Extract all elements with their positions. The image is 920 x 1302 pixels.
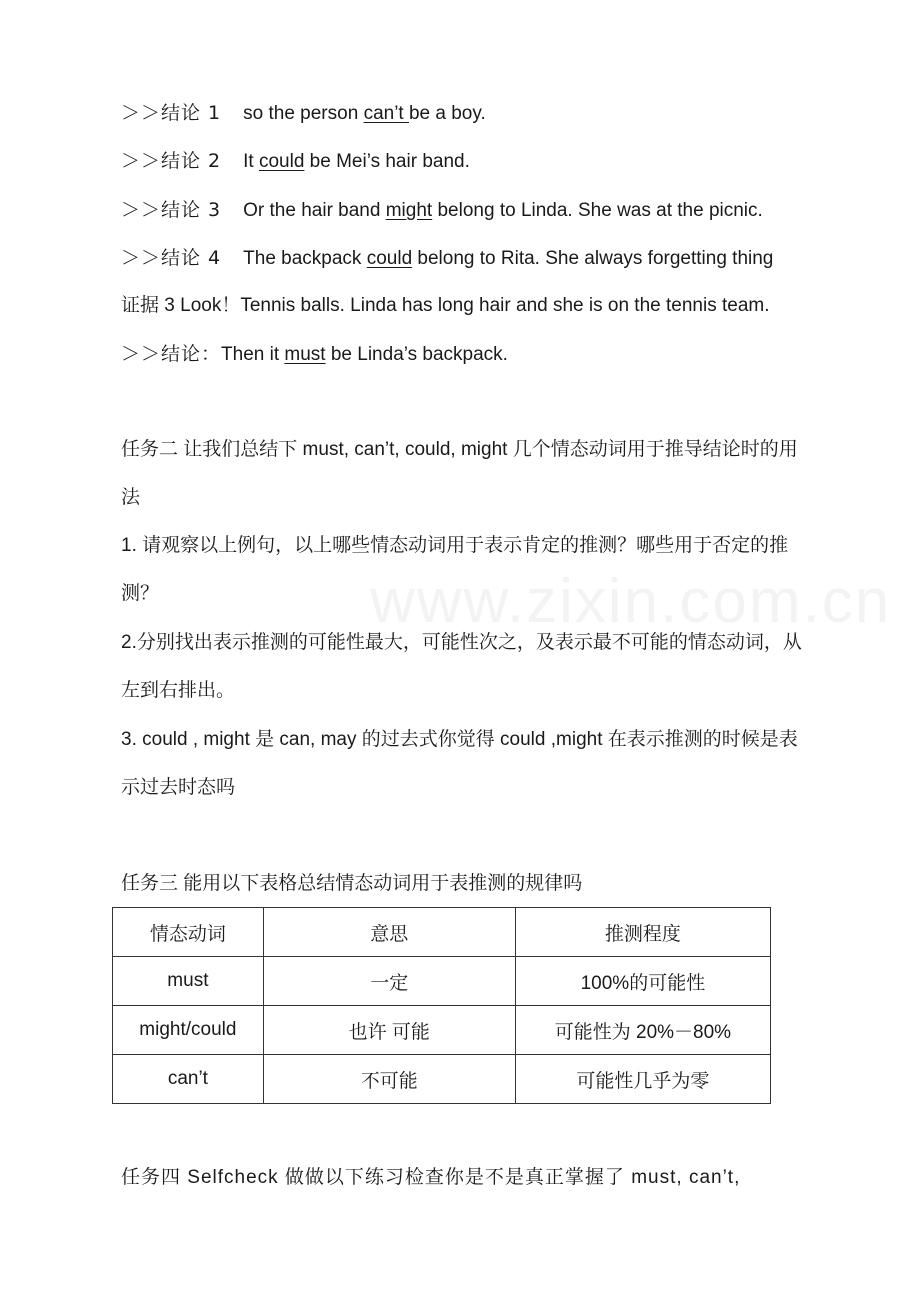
table-row [113, 1006, 771, 1055]
task4-heading: 任务四 Selfcheck 做做以下练习检查你是不是真正掌握了 must, can’t, [121, 1167, 741, 1188]
table-cell: 一定 [263, 957, 515, 1006]
conclusion-1 [121, 101, 486, 126]
task2-heading: 任务二 让我们总结下 must, can’t, could, might 几个情态动词用于推导结论时的用法 [121, 439, 798, 508]
task2-question-1: 1. 请观察以上例句，以上哪些情态动词用于表示肯定的推测？哪些用于否定的推测？ [121, 535, 789, 604]
watermark: www.zixin.com.cn [370, 567, 892, 636]
conclusion-1-after: be a boy. [408, 103, 486, 124]
conclusion-1-modal: can’t [363, 103, 409, 124]
conclusion-4-before: The backpack [243, 248, 367, 269]
conclusion-2-after: be Mei’s hair band. [304, 151, 470, 172]
conclusion-4-modal: could [366, 248, 413, 269]
table-header-row [113, 908, 771, 957]
conclusion-1-before: so the person [243, 103, 364, 124]
table-header-cell: 意思 [263, 908, 515, 957]
table-header-cell: 推测程度 [515, 908, 770, 957]
task3-heading: 任务三 能用以下表格总结情态动词用于表推测的规律吗 [121, 873, 583, 894]
conclusion-2-modal: could [258, 151, 305, 172]
conclusion-1-prefix: ＞＞结论 1 [121, 102, 222, 124]
conclusion-4-after: belong to Rita. She always forgetting thing [412, 248, 774, 269]
final-conclusion-modal: must [284, 344, 326, 365]
table-cell: 100%的可能性 [515, 957, 770, 1006]
final-conclusion-prefix: ＞＞结论： [121, 343, 222, 365]
modal-summary-table [112, 907, 771, 1104]
table-row [113, 957, 771, 1006]
conclusion-2 [121, 149, 470, 174]
conclusion-3-after: belong to Linda. She was at the picnic. [432, 200, 763, 221]
final-conclusion [121, 342, 508, 367]
conclusion-3 [121, 198, 763, 223]
table-cell: can’t [113, 1055, 264, 1104]
table-cell: 可能性为 20%－80% [515, 1006, 770, 1055]
table-cell: 可能性几乎为零 [515, 1055, 770, 1104]
table-row [113, 1055, 771, 1104]
task2-question-3: 3. could , might 是 can, may 的过去式你觉得 could ,might 在表示推测的时候是表示过去时态吗 [121, 729, 798, 798]
table-cell: might/could [113, 1006, 264, 1055]
conclusion-3-before: Or the hair band [243, 200, 386, 221]
table-cell: 也许 可能 [263, 1006, 515, 1055]
conclusion-3-modal: might [385, 200, 433, 221]
conclusion-3-prefix: ＞＞结论 3 [121, 199, 222, 221]
table-cell: must [113, 957, 264, 1006]
conclusion-2-prefix: ＞＞结论 2 [121, 150, 222, 172]
conclusion-2-before: It [243, 151, 259, 172]
conclusion-4-prefix: ＞＞结论 4 [121, 247, 222, 269]
evidence-3: 证据 3 Look！Tennis balls. Linda has long hair and she is on the tennis team. [121, 295, 770, 316]
table-cell: 不可能 [263, 1055, 515, 1104]
conclusion-4 [121, 246, 773, 271]
final-conclusion-before: Then it [221, 344, 285, 365]
final-conclusion-after: be Linda’s backpack. [325, 344, 508, 365]
task2-question-2: 2.分别找出表示推测的可能性最大，可能性次之，及表示最不可能的情态动词，从左到右排出。 [121, 632, 802, 701]
table-header-cell: 情态动词 [113, 908, 264, 957]
